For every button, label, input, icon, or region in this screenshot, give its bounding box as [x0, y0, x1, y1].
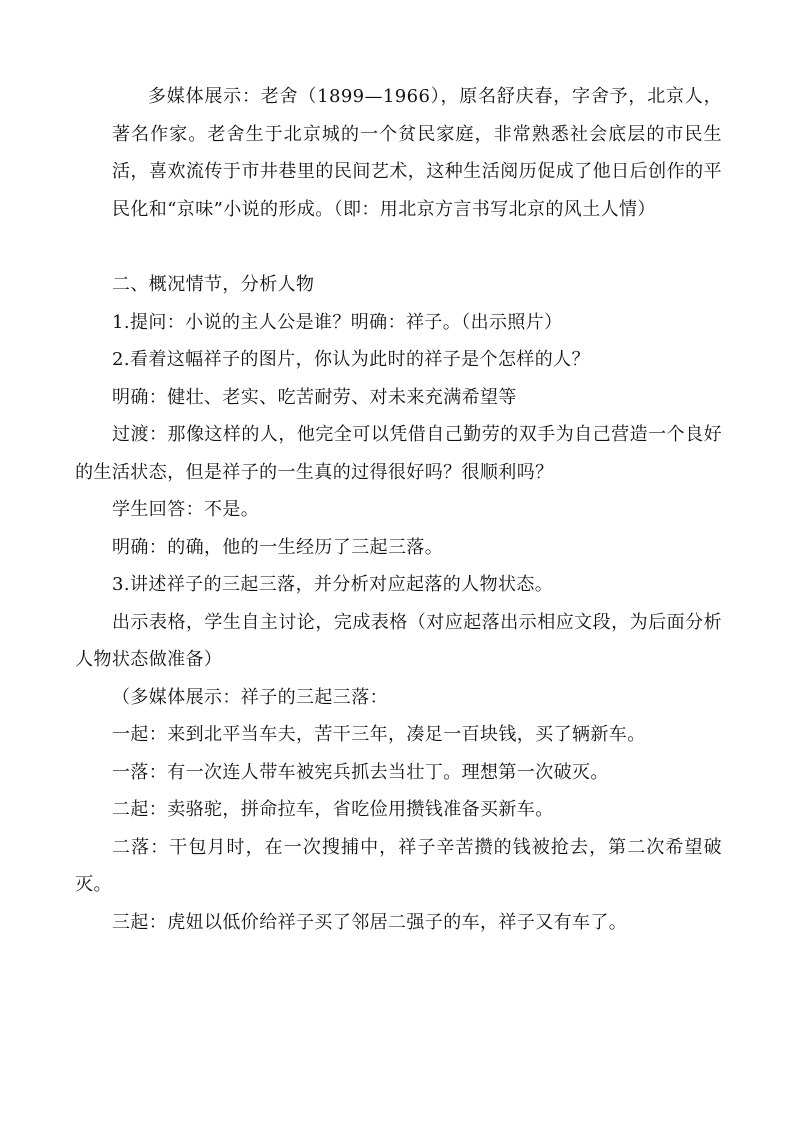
rise-3: 三起：虎妞以低价给祥子买了邻居二强子的车，祥子又有车了。 [112, 911, 628, 933]
transition-paragraph: 过渡：那像这样的人，他完全可以凭借自己勤劳的双手为自己营造一个良好的生活状态，但是祥子的一生真的过得很好吗？很顺利吗？ [75, 424, 722, 483]
fall-1: 一落：有一次连人带车被宪兵抓去当壮丁。理想第一次破灭。 [112, 761, 609, 783]
table-instruction: 出示表格，学生自主讨论，完成表格（对应起落出示相应文段，为后面分析人物状态做准备） [75, 611, 722, 670]
media-intro: （多媒体展示：祥子的三起三落： [112, 686, 388, 708]
paragraph-gap [112, 228, 722, 266]
question-3: 3.讲述祥子的三起三落，并分析对应起落的人物状态。 [112, 574, 554, 595]
question-1: 1.提问：小说的主人公是谁？明确：祥子。（出示照片） [112, 311, 563, 333]
intro-paragraph: 多媒体展示：老舍（1899—1966），原名舒庆春，字舍予，北京人，著名作家。老舍生于北京城的一个贫民家庭，非常熟悉社会底层的市民生活，喜欢流传于市井巷里的民间艺术，这种生活阅历促成了他日后创作的平民化和“京味”小说的形成。（即：用北京方言书写北京的风土人情） [112, 86, 722, 220]
section-heading: 二、概况情节，分析人物 [112, 274, 315, 295]
document-body [75, 78, 722, 941]
confirm-paragraph: 明确：的确，他的一生经历了三起三落。 [112, 536, 444, 558]
rise-2: 二起：卖骆驼，拼命拉车，省吃俭用攒钱准备买新车。 [112, 799, 554, 820]
fall-2: 二落：干包月时，在一次搜捕中，祥子辛苦攒的钱被抢去，第二次希望破灭。 [75, 836, 722, 895]
question-2: 2.看着这幅祥子的图片，你认为此时的祥子是个怎样的人？ [112, 349, 590, 370]
question-2-answer: 明确：健壮、老实、吃苦耐劳、对未来充满希望等 [112, 386, 517, 408]
student-answer: 学生回答：不是。 [112, 499, 260, 520]
rise-1: 一起：来到北平当车夫，苦干三年，凑足一百块钱，买了辆新车。 [112, 724, 646, 745]
